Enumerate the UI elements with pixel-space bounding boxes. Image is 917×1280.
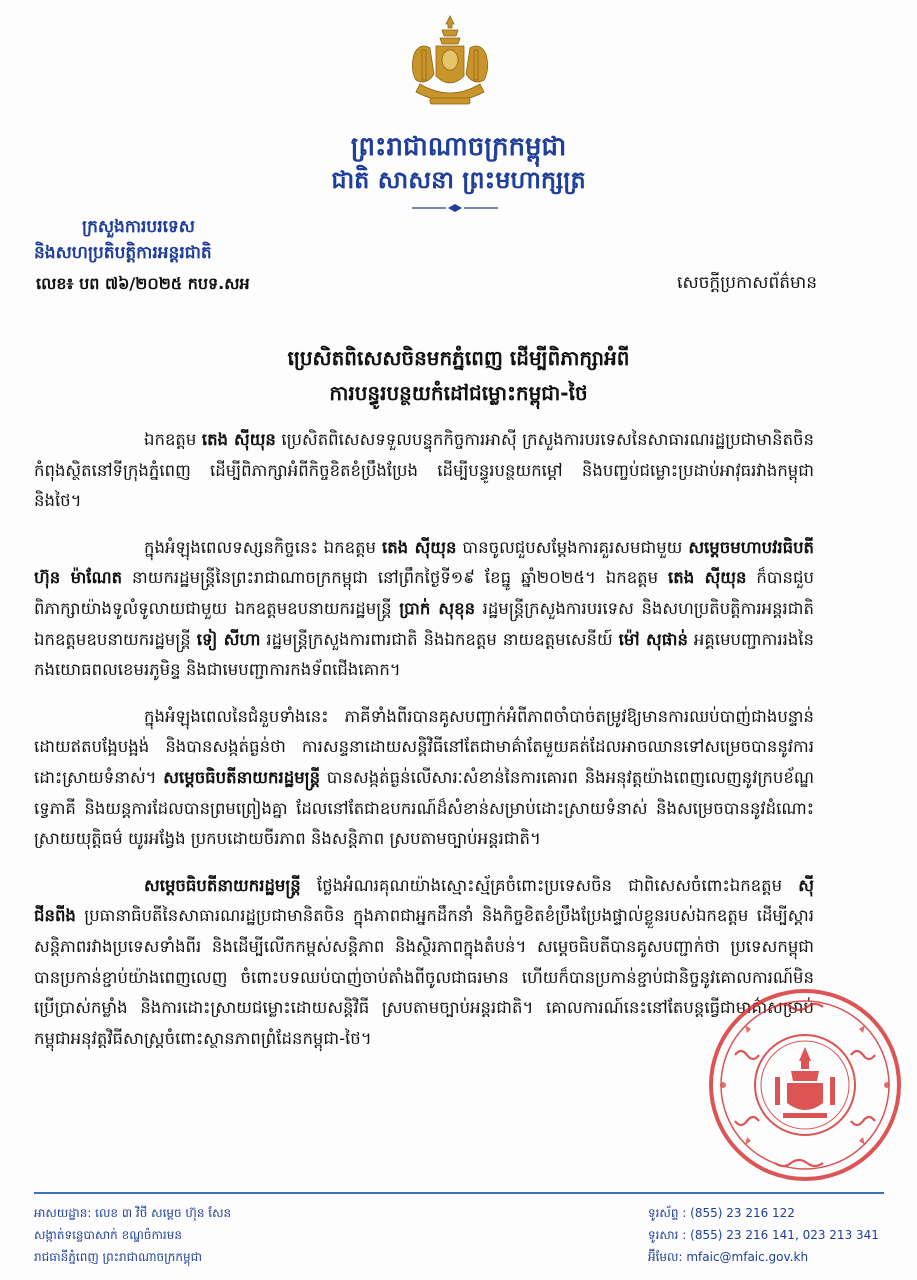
bold-name-text: ម៉ៅ សុផាន់ bbox=[618, 629, 688, 649]
address-line1: អាសយដ្ឋាន: លេខ ៣ វិថី សម្តេច ហ៊ុន សែន bbox=[34, 1206, 232, 1220]
paragraph-text: ក៏បានជួបពិភាក្សាយ៉ាងទូលំទូលាយជាមួយ ឯកឧត្តមឧបនាយករដ្ឋមន្ត្រី bbox=[34, 568, 814, 618]
paragraph-text: រដ្ឋមន្ត្រីក្រសួងការពារជាតិ និងឯកឧត្តម នាយឧត្តមសេនីយ៍ bbox=[260, 629, 619, 649]
footer-divider bbox=[34, 1192, 884, 1194]
ministry-name-line1: ក្រសួងការបរទេស bbox=[82, 217, 195, 237]
address-line3: រាជធានីភ្នំពេញ ព្រះរាជាណាចក្រកម្ពុជា bbox=[34, 1250, 202, 1264]
kingdom-title: ព្រះរាជាណាចក្រកម្ពុជា bbox=[350, 132, 567, 162]
bold-name-text: សម្តេចមហាបវរធិបតី ហ៊ុន ម៉ាណែត bbox=[34, 537, 815, 588]
royal-coat-of-arms-icon bbox=[400, 14, 500, 114]
email-label: អ៊ីមែល: bbox=[648, 1250, 683, 1264]
bold-name-text: សម្តេចធិបតីនាយករដ្ឋមន្ត្រី bbox=[144, 875, 301, 895]
bold-name-text: ទៀ សីហា bbox=[196, 629, 261, 649]
paragraph-text: បានចូលជួបសម្តែងការគួរសមជាមួយ bbox=[456, 537, 689, 557]
ministry-name-line2: និងសហប្រតិបត្តិការអន្តរជាតិ bbox=[34, 243, 212, 263]
footer-address bbox=[34, 1202, 231, 1268]
ministry-seal-stamp-icon bbox=[705, 985, 905, 1185]
divider-ornament-icon bbox=[410, 203, 500, 213]
reference-number: លេខ៖ បព ៧៦/២០២៥ កបទ.សអ bbox=[36, 274, 250, 293]
body-paragraph bbox=[34, 702, 814, 855]
press-release-title-line2: ការបន្ធូរបន្ថយកំដៅជម្លោះកម្ពុជា-ថៃ bbox=[329, 381, 588, 405]
paragraph-text: ប្រធានាធិបតីនៃសាធារណរដ្ឋប្រជាមានិតចិន ក្នុងភាពជាអ្នកដឹកនាំ និងកិច្ចខិតខំប្រឹងប្រែងផ្ទាល់ខ្លួនរបស់ឯកឧត្តម ដើម្បីស្តារសន្តិភាពរវាងប្រទេសទាំងពីរ និងដើម្បីលើកកម្ពស់សន្តិភាព និងស្ថិរភាពក្នុងតំបន់។ សម្តេចធិបតីបានគូសបញ្ជាក់ថា ប្រទេសកម្ពុជាបានប្រកាន់ខ្ជាប់យ៉ាងពេញលេញ ចំពោះបទឈប់បាញ់ចាប់តាំងពីចូលជាធរមាន ហើយក៏បានប្រកាន់ខ្ជាប់ជានិច្ចនូវគោលការណ៍មិនប្រើប្រាស់កម្លាំង និងការដោះស្រាយជម្លោះដោយសន្តិវិធី ស្របតាមច្បាប់អន្តរជាតិ។ គោលការណ៍នេះនៅតែបន្តធ្វើជាមាគ៌ាសម្រាប់កម្ពុជាអនុវត្តវិធីសាស្ត្រចំពោះស្ថានភាពព្រំដែនកម្ពុជា-ថៃ។ bbox=[34, 906, 814, 1048]
paragraph-text: នាយករដ្ឋមន្ត្រីនៃព្រះរាជាណាចក្រកម្ពុជា នៅព្រឹកថ្ងៃទី១៩ ខែធ្នូ ឆ្នាំ២០២៥។ ឯកឧត្តម bbox=[122, 568, 669, 588]
bold-name-text: ស៊ី ជីនពីង bbox=[34, 875, 814, 926]
email-link[interactable]: mfaic@mfaic.gov.kh bbox=[686, 1250, 809, 1264]
address-line2: សង្កាត់ទន្លេបាសាក់ ខណ្ឌចំការមន bbox=[34, 1228, 182, 1242]
press-release-title-line1: ប្រេសិតពិសេសចិនមកភ្នំពេញ ដើម្បីពិភាក្សាអំពី bbox=[287, 346, 630, 370]
paragraph-text: ថ្លែងអំណរគុណយ៉ាងស្មោះស្ម័គ្រចំពោះប្រទេសចិន ជាពិសេសចំពោះឯកឧត្តម bbox=[300, 875, 799, 895]
paragraph-text: រដ្ឋមន្ត្រីក្រសួងការបរទេស និងសហប្រតិបត្តិការអន្តរជាតិ ឯកឧត្តមឧបនាយករដ្ឋមន្ត្រី bbox=[34, 598, 814, 649]
bold-name-text: ប្រាក់ សុខុន bbox=[399, 598, 476, 618]
email-row bbox=[648, 1246, 879, 1268]
fax-row bbox=[648, 1224, 879, 1246]
phone-value: (855) 23 216 122 bbox=[690, 1206, 795, 1220]
body-paragraph bbox=[34, 425, 814, 517]
paragraph-text: ក្នុងអំឡុងពេលទស្សនកិច្ចនេះ ឯកឧត្តម bbox=[144, 537, 382, 557]
national-motto: ជាតិ សាសនា ព្រះមហាក្សត្រ bbox=[331, 166, 586, 194]
bold-name-text: តេង ស៊ីយុន bbox=[381, 537, 457, 557]
body-paragraph bbox=[34, 533, 814, 686]
fax-value: (855) 23 216 141, 023 213 341 bbox=[690, 1228, 879, 1242]
phone-label: ទូរស័ព្ទ : bbox=[648, 1206, 687, 1220]
bold-name-text: តេង ស៊ីយុន bbox=[201, 430, 276, 449]
paragraph-text: ក្នុងអំឡុងពេលនៃជំនួបទាំងនេះ ភាគីទាំងពីរបានគូសបញ្ជាក់អំពីភាពចាំបាច់តម្រូវឱ្យមានការឈប់បាញ់ជាងបន្ទាន់ដោយឥតបង្អែបង្អង់ និងបានសង្កត់ធ្ងន់ថា ការសន្ទនាដោយសន្តិវិធីនៅតែជាមាគ៌ាតែមួយគត់ដែលអាចឈានទៅសម្រេចបាននូវការដោះស្រាយទំនាស់។ bbox=[34, 706, 814, 787]
paragraph-text: ឯកឧត្តម bbox=[144, 430, 202, 449]
body-paragraph bbox=[34, 871, 814, 1055]
paragraph-text: បានសង្កត់ធ្ងន់លើសារៈសំខាន់នៃការគោរព និងអនុវត្តយ៉ាងពេញលេញនូវក្របខ័ណ្ឌទ្វេភាគី និងយន្តការដែលបានព្រមព្រៀងគ្នា ដែលនៅតែជាឧបករណ៍ដ៏សំខាន់សម្រាប់ដោះស្រាយទំនាស់ និងសម្រេចបាននូវដំណោះស្រាយយុត្តិធម៌ យូរអង្វែង ប្រកបដោយចីរភាព និងសន្តិភាព ស្របតាមច្បាប់អន្តរជាតិ។ bbox=[34, 767, 814, 849]
footer-contacts bbox=[648, 1202, 879, 1268]
phone-row bbox=[648, 1202, 879, 1224]
fax-label: ទូរសារ : bbox=[648, 1228, 687, 1242]
paragraph-text: ប្រេសិតពិសេសទទួលបន្ទុកកិច្ចការអាស៊ី ក្រសួងការបរទេសនៃសាធារណរដ្ឋប្រជាមានិតចិន កំពុងស្ថិតនៅទីក្រុងភ្នំពេញ ដើម្បីពិភាក្សាអំពីកិច្ចខិតខំប្រឹងប្រែង ដើម្បីបន្ធូរបន្ថយកម្តៅ និងបញ្ចប់ជម្លោះប្រដាប់អាវុធរវាងកម្ពុជា និងថៃ។ bbox=[34, 430, 814, 511]
bold-name-text: សម្តេចធិបតីនាយករដ្ឋមន្ត្រី bbox=[163, 767, 321, 787]
press-release-body bbox=[34, 425, 814, 1070]
bold-name-text: តេង ស៊ីយុន bbox=[668, 568, 747, 588]
document-type: សេចក្តីប្រកាសព័ត៌មាន bbox=[677, 273, 817, 293]
paragraph-text: អគ្គមេបញ្ជាការរងនៃកងយោធពលខេមរភូមិន្ទ និងជាមេបញ្ជាការកងទ័ពជើងគោក។ bbox=[34, 629, 815, 680]
